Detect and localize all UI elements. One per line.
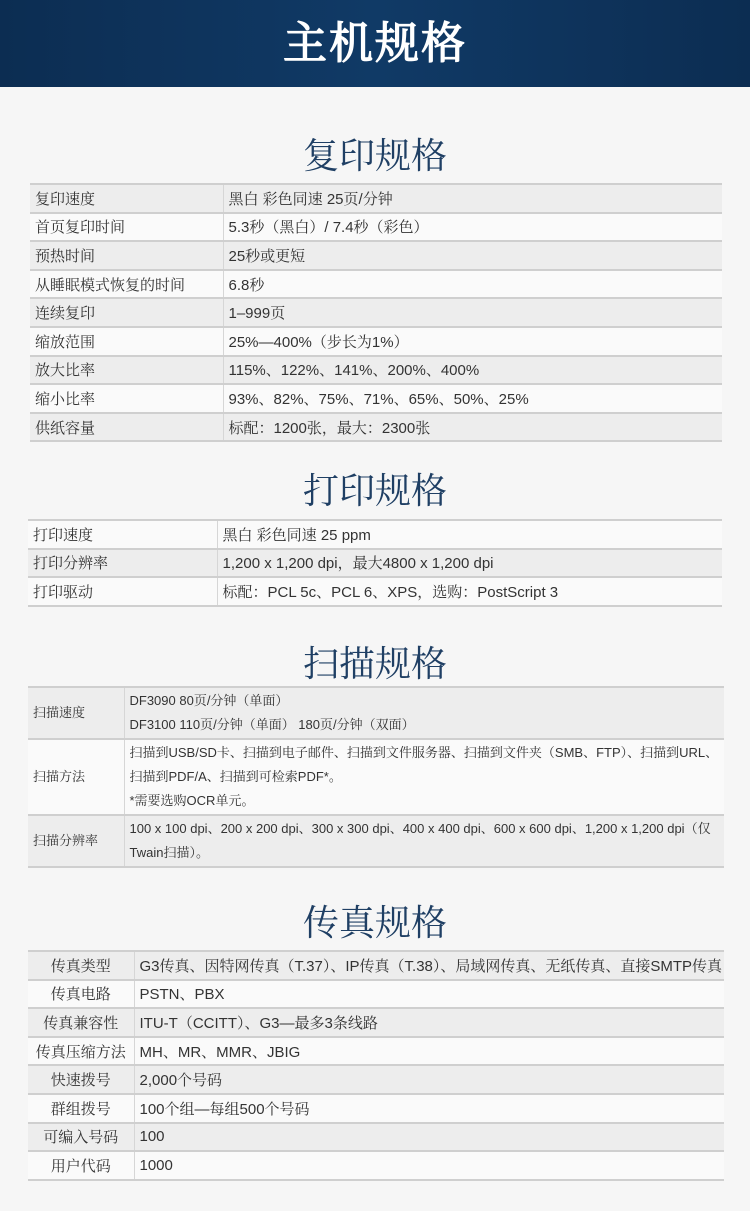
fax-spec-table [28,950,724,1181]
copy-section-title: 复印规格 [302,135,447,176]
spec-value: 1,200 x 1,200 dpi，最大4800 x 1,200 dpi [217,549,722,578]
table-row [28,577,722,606]
table-row [28,1037,724,1066]
table-row [28,687,724,739]
spec-key: 缩小比率 [30,384,223,413]
table-row [28,980,724,1009]
spec-value: 2,000个号码 [134,1065,724,1094]
spec-key: 群组拨号 [28,1094,134,1123]
table-row [28,1151,724,1180]
spec-value [124,739,724,815]
spec-key: 首页复印时间 [30,213,223,242]
spec-value: 1–999页 [223,298,722,327]
copy-spec-table [30,183,722,442]
spec-value: 标配：1200张，最大：2300张 [223,413,722,442]
spec-key: 供纸容量 [30,413,223,442]
spec-value: 100个组—每组500个号码 [134,1094,724,1123]
spec-key: 传真兼容性 [28,1008,134,1037]
spec-key: 从睡眠模式恢复的时间 [30,270,223,299]
spec-value: 25秒或更短 [223,241,722,270]
page-banner [0,0,750,87]
spec-value-line: *需要选购OCR单元。 [129,793,255,808]
spec-key: 扫描速度 [28,687,124,739]
spec-value-line: DF3100 110页/分钟（单面） 180页/分钟（双面） [129,717,415,732]
spec-key: 缩放范围 [30,327,223,356]
spec-key: 传真类型 [28,951,134,980]
spec-key: 打印驱动 [28,577,217,606]
table-row [30,270,722,299]
spec-value-line: DF3090 80页/分钟（单面） [129,693,289,708]
spec-key: 预热时间 [30,241,223,270]
spec-value: 100 [134,1123,724,1152]
spec-key: 可编入号码 [28,1123,134,1152]
spec-value: 115%、122%、141%、200%、400% [223,356,722,385]
spec-key: 打印速度 [28,520,217,549]
table-row [30,213,722,242]
spec-key: 打印分辨率 [28,549,217,578]
spec-value: MH、MR、MMR、JBIG [134,1037,724,1066]
table-row [30,241,722,270]
table-row [28,1008,724,1037]
table-row [28,1094,724,1123]
spec-value: 黑白 彩色同速 25页/分钟 [223,184,722,213]
spec-key: 放大比率 [30,356,223,385]
table-row [28,549,722,578]
spec-value: ITU-T（CCITT）、G3—最多3条线路 [134,1008,724,1037]
spec-value: 标配：PCL 5c、PCL 6、XPS，选购：PostScript 3 [217,577,722,606]
spec-value: 93%、82%、75%、71%、65%、50%、25% [223,384,722,413]
spec-value: 6.8秒 [223,270,722,299]
spec-key: 传真压缩方法 [28,1037,134,1066]
table-row [30,184,722,213]
scan-section-title: 扫描规格 [302,643,447,684]
spec-key: 传真电路 [28,980,134,1009]
banner-title: 主机规格 [283,19,467,68]
table-row [28,1065,724,1094]
table-row [30,384,722,413]
scan-spec-table [28,686,724,868]
spec-key: 扫描方法 [28,739,124,815]
spec-value: 1000 [134,1151,724,1180]
table-row [28,739,724,815]
table-row [28,951,724,980]
spec-value: G3传真、因特网传真（T.37）、IP传真（T.38）、局域网传真、无纸传真、直接SMTP传真 [134,951,724,980]
table-row [28,1123,724,1152]
spec-value: 黑白 彩色同速 25 ppm [217,520,722,549]
spec-key: 快速拨号 [28,1065,134,1094]
fax-section-title: 传真规格 [302,902,447,943]
spec-key: 扫描分辨率 [28,815,124,867]
spec-value [124,687,724,739]
spec-value: 5.3秒（黑白）/ 7.4秒（彩色） [223,213,722,242]
table-row [30,298,722,327]
spec-key: 用户代码 [28,1151,134,1180]
spec-value [124,815,724,867]
table-row [30,356,722,385]
spec-key: 连续复印 [30,298,223,327]
spec-key: 复印速度 [30,184,223,213]
table-row [30,413,722,442]
spec-value: PSTN、PBX [134,980,724,1009]
print-section-title: 打印规格 [302,470,447,511]
spec-value: 25%—400%（步长为1%） [223,327,722,356]
spec-value-line: 100 x 100 dpi、200 x 200 dpi、300 x 300 dpi、400 x 400 dpi、600 x 600 dpi、1,200 x 1,200 dpi（仅Twain扫描）。 [129,821,711,860]
print-spec-table [28,519,722,607]
table-row [28,520,722,549]
table-row [30,327,722,356]
spec-value-line: 扫描到USB/SD卡、扫描到电子邮件、扫描到文件服务器、扫描到文件夹（SMB、FTP）、扫描到URL、扫描到PDF/A、扫描到可检索PDF*。 [129,745,719,784]
table-row [28,815,724,867]
